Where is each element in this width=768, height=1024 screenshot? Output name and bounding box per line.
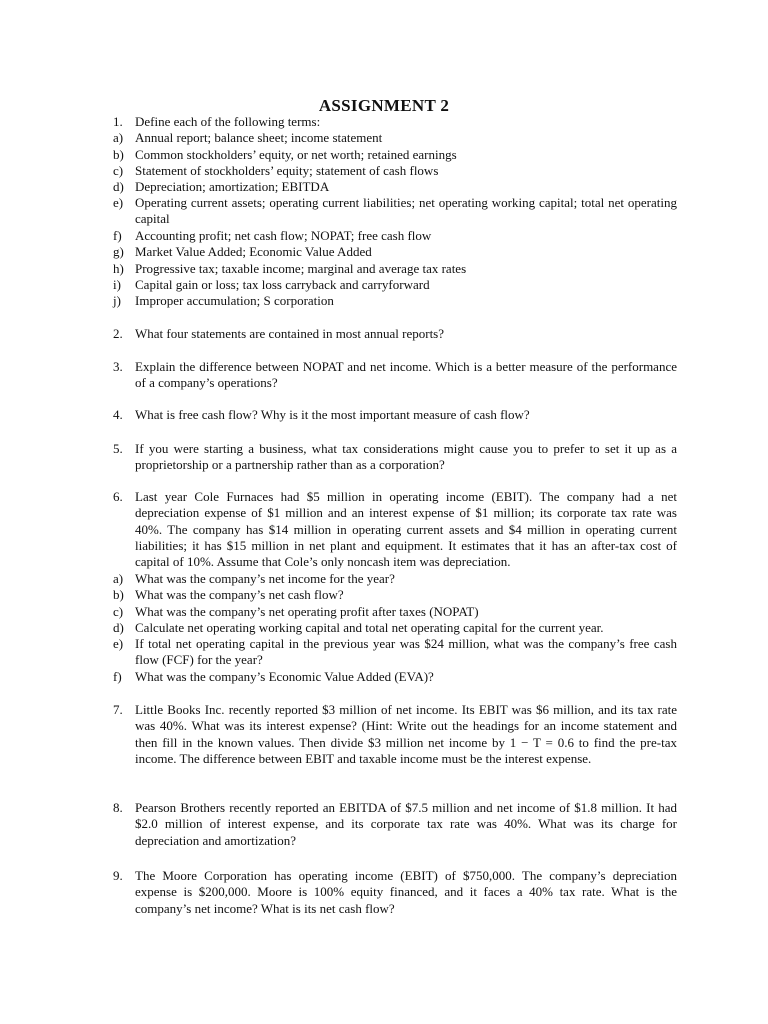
item-text: Market Value Added; Economic Value Added [135,244,372,259]
question-8 [113,800,677,849]
question-number: 2. [113,326,123,341]
q1-item-d [113,179,677,195]
item-text: Statement of stockholders’ equity; statement of cash flows [135,163,439,178]
q1-item-i [113,277,677,293]
q6-item-b [113,587,677,603]
item-text: Improper accumulation; S corporation [135,293,334,308]
question-text: Pearson Brothers recently reported an EBITDA of $7.5 million and net income of $1.8 million. It had $2.0 million of interest expense, and its corporate tax rate was 40%. What was its charge for depreciation and amortization? [135,800,677,848]
page-title: ASSIGNMENT 2 [318,96,450,115]
question-9 [113,868,677,917]
item-label: f) [113,669,122,684]
question-5 [113,441,677,474]
q1-item-g [113,244,677,260]
item-text: Annual report; balance sheet; income statement [135,130,383,145]
question-text: The Moore Corporation has operating income (EBIT) of $750,000. The company’s depreciation expense is $200,000. Moore is 100% equity financed, and it faces a 40% tax rate. What is the company’s net income? What is its net cash flow? [135,868,677,916]
item-text: What was the company’s net operating profit after taxes (NOPAT) [135,604,479,619]
question-text: Define each of the following terms: [135,114,321,129]
q6-item-d [113,620,677,636]
q6-item-a [113,571,677,587]
item-label: d) [113,620,124,635]
item-text: Common stockholders’ equity, or net worth; retained earnings [135,147,457,162]
item-label: h) [113,261,124,276]
q1-item-f [113,228,677,244]
item-label: a) [113,571,124,586]
question-number: 6. [113,489,123,504]
question-text: Explain the difference between NOPAT and net income. Which is a better measure of the performance of a company’s operations? [135,359,677,391]
question-number: 3. [113,359,123,374]
item-text: What was the company’s net income for the year? [135,571,395,586]
item-label: e) [113,195,124,210]
item-text: What was the company’s net cash flow? [135,587,344,602]
item-text: If total net operating capital in the previous year was $24 million, what was the company’s free cash flow (FCF) for the year? [135,636,677,668]
item-label: j) [113,293,121,308]
question-text: If you were starting a business, what tax considerations might cause you to prefer to set it up as a proprietorship or a partnership rather than as a corporation? [135,441,677,473]
question-4 [113,407,677,423]
question-number: 1. [113,114,123,129]
item-text: Calculate net operating working capital and total net operating capital for the current year. [135,620,604,635]
question-7 [113,702,677,767]
item-text: Capital gain or loss; tax loss carryback and carryforward [135,277,430,292]
question-text: Last year Cole Furnaces had $5 million in operating income (EBIT). The company had a net depreciation expense of $1 million and an interest expense of $1 million; its corporate tax rate was 40%. The company has $14 million in operating current assets and $4 million in operating current liabilities; it has $15 million in net plant and equipment. It estimates that it has an after-tax cost of capital of 10%. Assume that Cole’s only noncash item was depreciation. [135,489,677,570]
q1-item-a [113,130,677,146]
q6-item-c [113,604,677,620]
question-3 [113,359,677,392]
item-text: Depreciation; amortization; EBITDA [135,179,330,194]
item-label: e) [113,636,124,651]
item-label: c) [113,604,124,619]
question-text: Little Books Inc. recently reported $3 million of net income. Its EBIT was $6 million, and its tax rate was 40%. What was its interest expense? (Hint: Write out the headings for an income statement and then fill in the known values. Then divide $3 million net income by 1 − T = 0.6 to find the pre-tax income. The difference between EBIT and taxable income must be the interest expense. [135,702,677,766]
question-text: What four statements are contained in most annual reports? [135,326,445,341]
q1-item-j [113,293,677,309]
item-label: d) [113,179,124,194]
question-number: 5. [113,441,123,456]
item-label: b) [113,587,124,602]
item-label: f) [113,228,122,243]
item-text: Progressive tax; taxable income; marginal and average tax rates [135,261,467,276]
item-label: b) [113,147,124,162]
question-number: 8. [113,800,123,815]
question-number: 4. [113,407,123,422]
item-label: c) [113,163,124,178]
question-6 [113,489,677,570]
q6-item-f [113,669,677,685]
item-text: Accounting profit; net cash flow; NOPAT; free cash flow [135,228,432,243]
item-label: g) [113,244,124,259]
question-2 [113,326,677,342]
item-text: Operating current assets; operating current liabilities; net operating working capital; total net operating capital [135,195,677,227]
item-label: a) [113,130,124,145]
q1-item-b [113,147,677,163]
item-label: i) [113,277,121,292]
question-text: What is free cash flow? Why is it the most important measure of cash flow? [135,407,530,422]
item-text: What was the company’s Economic Value Added (EVA)? [135,669,434,684]
question-1 [113,114,677,130]
q1-item-e [113,195,677,228]
q1-item-h [113,261,677,277]
q6-item-e [113,636,677,669]
question-number: 9. [113,868,123,883]
q1-item-c [113,163,677,179]
question-number: 7. [113,702,123,717]
